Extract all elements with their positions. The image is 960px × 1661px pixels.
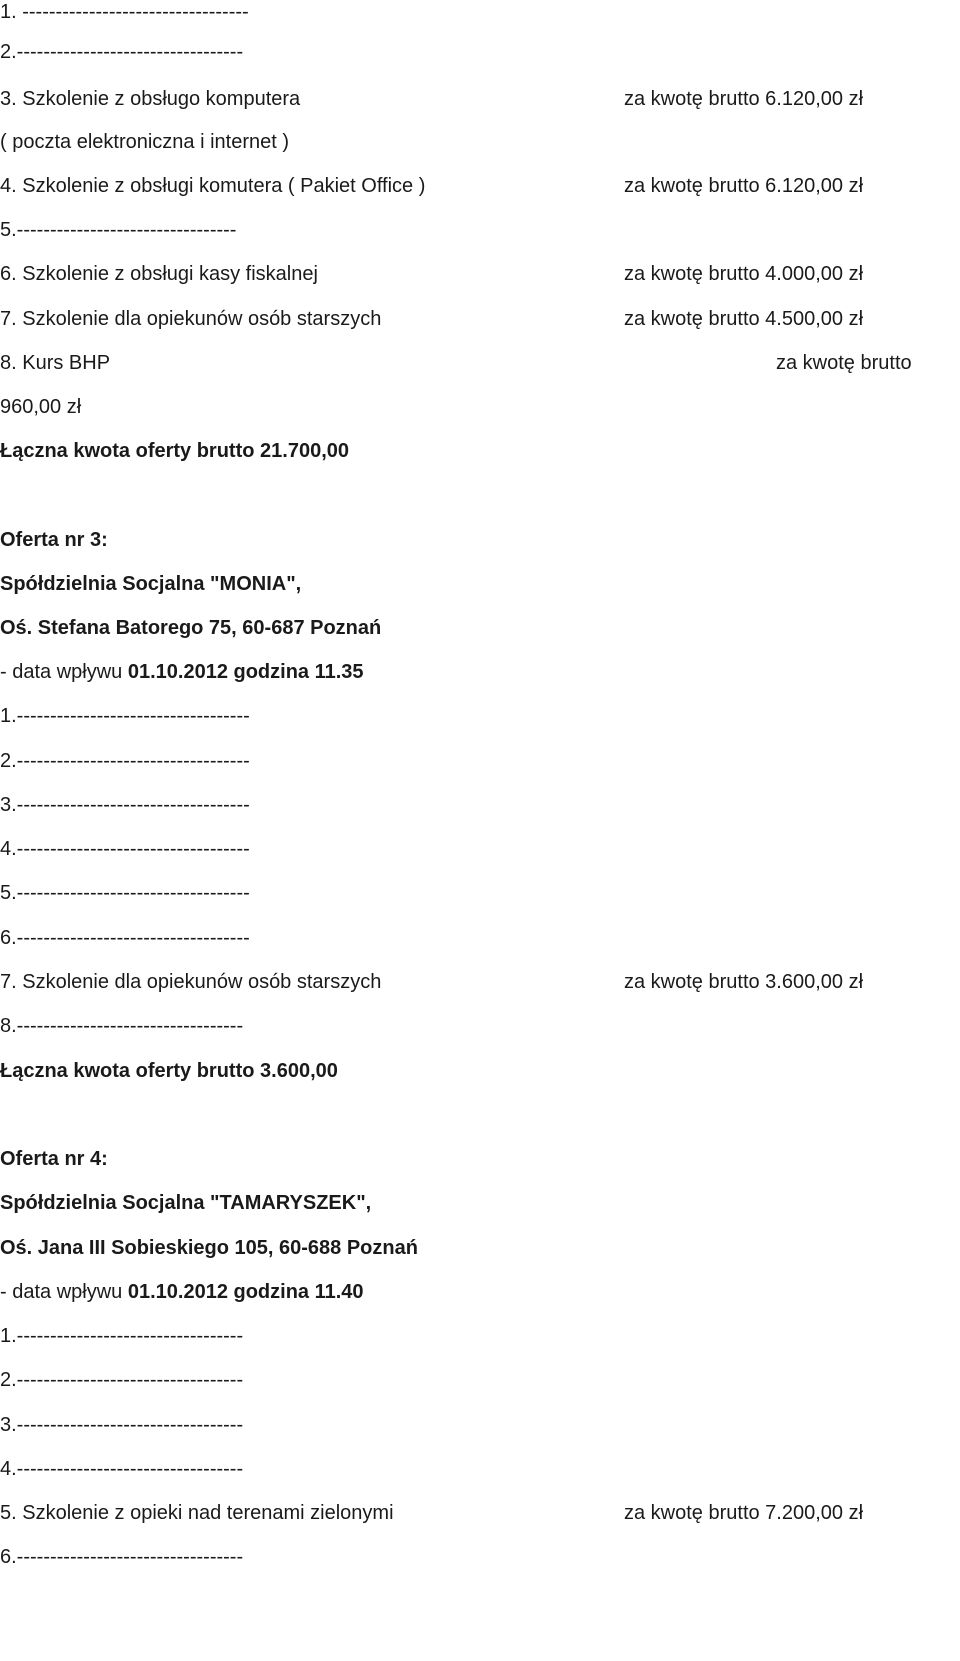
- offer3-address: Oś. Stefana Batorego 75, 60-687 Poznań: [0, 617, 382, 639]
- offer4-name: Spółdzielnia Socjalna "TAMARYSZEK",: [0, 1192, 372, 1214]
- offer2-total: Łączna kwota oferty brutto 21.700,00: [0, 440, 350, 462]
- offer2-item-4-amount: za kwotę brutto 6.120,00 zł: [624, 175, 864, 197]
- offer4-item-5-amount: za kwotę brutto 7.200,00 zł: [624, 1502, 864, 1524]
- offer4-item-2: 2.----------------------------------: [0, 1369, 244, 1391]
- offer4-item-6: 6.----------------------------------: [0, 1546, 244, 1568]
- offer2-item-3-amount: za kwotę brutto 6.120,00 zł: [624, 88, 864, 110]
- offer3-name: Spółdzielnia Socjalna "MONIA",: [0, 573, 302, 595]
- offer4-item-4: 4.----------------------------------: [0, 1458, 244, 1480]
- offer2-item-3-text: 3. Szkolenie z obsługo komputera: [0, 88, 301, 110]
- offer3-item-7-amount: za kwotę brutto 3.600,00 zł: [624, 971, 864, 993]
- offer2-item-7-amount: za kwotę brutto 4.500,00 zł: [624, 308, 864, 330]
- offer4-item-5-text: 5. Szkolenie z opieki nad terenami zielonymi: [0, 1502, 394, 1524]
- offer3-total: Łączna kwota oferty brutto 3.600,00: [0, 1060, 338, 1082]
- offer2-item-7-text: 7. Szkolenie dla opiekunów osób starszych: [0, 308, 382, 330]
- offer2-item-5: 5.---------------------------------: [0, 219, 237, 241]
- offer3-item-6: 6.-----------------------------------: [0, 927, 250, 949]
- offer3-date-value: 01.10.2012 godzina 11.35: [127, 661, 364, 683]
- offer4-date-line: [0, 1279, 364, 1305]
- offer4-heading: Oferta nr 4:: [0, 1148, 108, 1170]
- offer4-date-prefix: - data wpływu: [0, 1281, 128, 1303]
- offer3-date-prefix: - data wpływu: [0, 661, 128, 683]
- offer3-date-line: [0, 659, 364, 685]
- offer3-item-4: 4.-----------------------------------: [0, 838, 250, 860]
- offer2-item-8-amount: za kwotę brutto: [776, 352, 912, 374]
- offer2-item-8-continuation: 960,00 zł: [0, 396, 82, 418]
- offer2-item-1: 1. ----------------------------------: [0, 1, 249, 23]
- offer2-item-6-amount: za kwotę brutto 4.000,00 zł: [624, 263, 864, 285]
- offer2-item-3-continuation: ( poczta elektroniczna i internet ): [0, 131, 290, 153]
- offer2-item-2: 2.----------------------------------: [0, 41, 244, 63]
- offer3-item-3: 3.-----------------------------------: [0, 794, 250, 816]
- offer2-item-6-text: 6. Szkolenie z obsługi kasy fiskalnej: [0, 263, 318, 285]
- offer3-item-8: 8.----------------------------------: [0, 1015, 244, 1037]
- offer3-heading: Oferta nr 3:: [0, 529, 108, 551]
- offer3-item-1: 1.-----------------------------------: [0, 705, 250, 727]
- offer2-item-8-text: 8. Kurs BHP: [0, 352, 111, 374]
- offer3-item-5: 5.-----------------------------------: [0, 882, 250, 904]
- offer4-address: Oś. Jana III Sobieskiego 105, 60-688 Poznań: [0, 1237, 418, 1259]
- offer4-item-3: 3.----------------------------------: [0, 1414, 244, 1436]
- offer4-item-1: 1.----------------------------------: [0, 1325, 244, 1347]
- offer4-date-value: 01.10.2012 godzina 11.40: [127, 1281, 364, 1303]
- offer3-item-2: 2.-----------------------------------: [0, 750, 250, 772]
- offer3-item-7-text: 7. Szkolenie dla opiekunów osób starszych: [0, 971, 382, 993]
- offer2-item-4-text: 4. Szkolenie z obsługi komutera ( Pakiet Office ): [0, 175, 426, 197]
